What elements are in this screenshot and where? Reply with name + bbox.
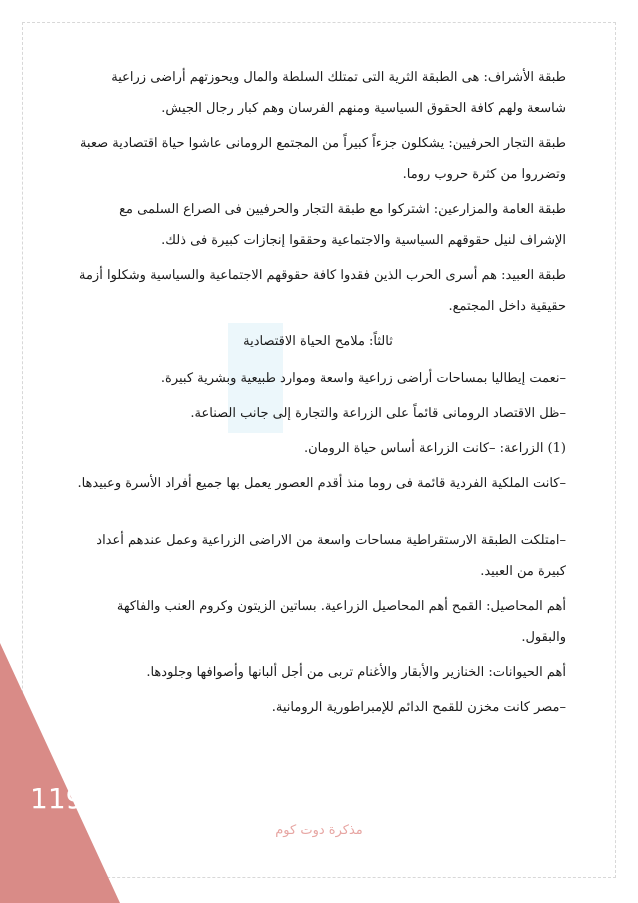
list-item: –نعمت إيطاليا بمساحات أراضى زراعية واسعة وموارد طبيعية وبشرية كبيرة. [160,371,566,386]
section-heading: ثالثاً: ملامح الحياة الاقتصادية [243,334,393,349]
document-body [70,62,566,727]
paragraph-slaves: طبقة العبيد: هم أسرى الحرب الذين فقدوا كافة حقوقهم الاجتماعية والسياسية وشكلوا أزمة حقيقية داخل المجتمع. [79,268,566,314]
spacer [70,503,566,525]
paragraph-nobles: طبقة الأشراف: هى الطبقة الثرية التى تمتلك السلطة والمال ويحوزتهم أراضى زراعية شاسعة ولهم كافة الحقوق السياسية ومنهم الفرسان وهم كبار رجال الجيش. [111,70,566,116]
list-item: أهم المحاصيل: القمح أهم المحاصيل الزراعية. بساتين الزيتون وكروم العنب والفاكهة والبقول. [116,599,566,645]
brand-footer: مذكرة دوت كوم [275,823,363,838]
page-number: 119 [30,782,84,815]
list-item: –مصر كانت مخزن للقمح الدائم للإمبراطورية الرومانية. [271,700,566,715]
list-item: (1) الزراعة: –كانت الزراعة أساس حياة الرومان. [303,441,566,456]
list-item: أهم الحيوانات: الخنازير والأبقار والأغنام تربى من أجل ألبانها وأصوافها وجلودها. [146,665,566,680]
list-item: –امتلكت الطبقة الارستقراطية مساحات واسعة من الاراضى الزراعية وعمل عندهم أعداد كبيرة من العبيد. [96,533,566,579]
list-item: –كانت الملكية الفردية قائمة فى روما منذ أقدم العصور يعمل بها جميع أفراد الأسرة وعبيدها. [77,476,566,491]
paragraph-commoners: طبقة العامة والمزارعين: اشتركوا مع طبقة التجار والحرفيين فى الصراع السلمى مع الإشراف لنيل حقوقهم السياسية والاجتماعية وحققوا إنجازات كبيرة فى ذلك. [119,202,566,248]
page-corner-decoration [0,643,120,903]
paragraph-merchants: طبقة التجار الحرفيين: يشكلون جزءاً كبيراً من المجتمع الرومانى عاشوا حياة اقتصادية صعبة وتضرروا من كثرة حروب روما. [79,136,566,182]
list-item: –ظل الاقتصاد الرومانى قائماً على الزراعة والتجارة إلى جانب الصناعة. [190,406,566,421]
